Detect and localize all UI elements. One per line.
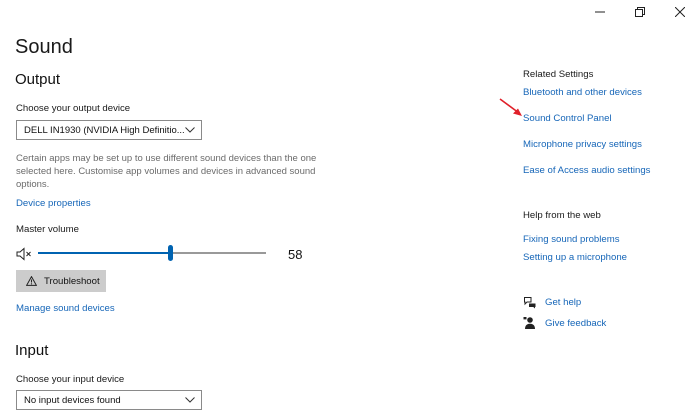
input-device-dropdown[interactable] [16,390,202,410]
get-help-row[interactable] [523,295,581,309]
slider-track[interactable] [38,252,266,254]
output-description: Certain apps may be set up to use different sound devices than the one selected here. Customise app volumes and devices in advanced sound options. [16,153,317,190]
bluetooth-devices-link[interactable]: Bluetooth and other devices [523,87,642,98]
input-device-label: Choose your input device [16,374,125,385]
slider-fill [38,252,170,254]
output-device-label: Choose your output device [16,103,131,114]
output-device-dropdown[interactable] [16,120,202,140]
minimize-icon [595,7,605,17]
troubleshoot-label: Troubleshoot [44,275,100,287]
close-icon [675,7,685,17]
close-button[interactable] [660,0,700,24]
minimize-button[interactable] [580,0,620,24]
volume-value: 58 [288,247,303,262]
restore-icon [635,7,645,17]
input-heading: Input [15,342,49,359]
slider-thumb[interactable] [168,245,173,261]
fixing-sound-problems-link[interactable]: Fixing sound problems [523,234,620,245]
manage-sound-devices-link[interactable]: Manage sound devices [16,303,115,314]
give-feedback-row[interactable] [523,316,606,330]
output-heading: Output [15,71,61,88]
chat-help-icon [523,295,537,309]
page-title: Sound [15,36,73,58]
device-properties-link[interactable]: Device properties [16,198,91,209]
get-help-link[interactable]: Get help [545,296,582,308]
help-web-heading: Help from the web [523,210,601,221]
master-volume-label: Master volume [16,224,79,235]
ease-of-access-audio-link[interactable]: Ease of Access audio settings [523,165,651,176]
master-volume-slider[interactable] [16,245,316,263]
chevron-down-icon [185,395,195,405]
output-device-value: DELL IN1930 (NVIDIA High Definitio... [24,124,185,136]
speaker-mute-icon[interactable] [16,247,34,261]
give-feedback-link[interactable]: Give feedback [545,317,607,329]
window-controls [580,0,700,24]
restore-button[interactable] [620,0,660,24]
warning-icon [26,276,37,286]
related-settings-heading: Related Settings [523,69,594,80]
setting-up-microphone-link[interactable]: Setting up a microphone [523,252,627,263]
troubleshoot-button[interactable] [16,270,106,292]
chevron-down-icon [185,125,195,135]
input-device-value: No input devices found [24,394,121,406]
microphone-privacy-link[interactable]: Microphone privacy settings [523,139,642,150]
feedback-person-icon [523,316,537,330]
annotation-arrow-icon [497,96,525,122]
sound-control-panel-link[interactable]: Sound Control Panel [523,113,612,124]
